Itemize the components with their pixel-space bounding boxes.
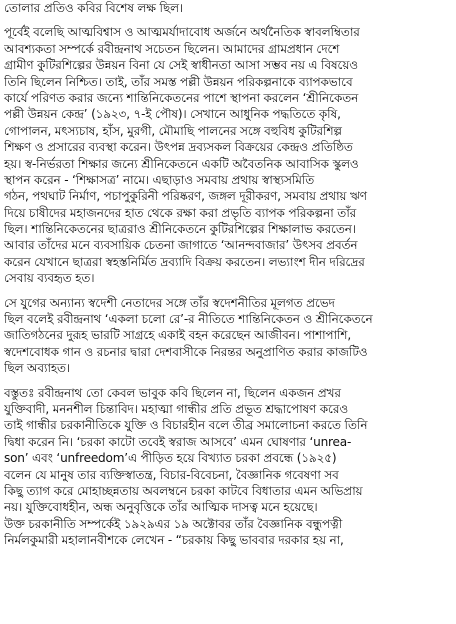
text-line: দিয়ে চাষীদের মহাজনদের হাত থেকে রক্ষা করা প্রভৃতি ব্যাপক পরিকল্পনা তাঁর [4,205,357,220]
text-line: তোলার প্রতিও কবির বিশেষ লক্ষ ছিল। [4,1,184,15]
text-line: ছিল বলেই রবীন্দ্রনাথ ‘একলা চলো রে’-র নীতিতে শান্তিনিকেতন ও শ্রীনিকেতনে [4,312,373,327]
paragraph-2 [4,24,452,286]
text-line: উক্ত চরকানীতি সম্পর্কেই ১৯২৯এর ১৯ অক্টোবর তাঁর বৈজ্ঞানিক বন্ধুপত্নী [4,516,343,531]
text-line: গঠন, পথঘাট নির্মাণ, পচাপুকুরিনী পরিষ্করণ, জঙ্গল দূরীকরণ, সমবায় প্রথায় ঋণ [4,189,367,204]
text-line: পল্লী উন্নয়ন কেন্দ্র’ (১৯২৩, ৭-ই পৌষ)। সেখানে আধুনিক পদ্ধতিতে কৃষি, [4,107,341,122]
text-line: করেন যেখানে ছাত্ররা স্বহস্তনির্মিত দ্রব্যাদি বিক্রয় করতেন। লভ্যাংশ দীন দরিদ্রের [4,254,365,269]
text-line: স্বদেশবোধক গান ও রচনার দ্বারা দেশবাসীকে নিরন্তর অনুপ্রাণিত করার কাজটিও [4,344,368,359]
text-line: কিছু ত্যাগ করে মোহাচ্ছন্নতায় অবলম্বনে চরকা কাটবে বিধাতার এমন অভিপ্রায় [4,483,363,498]
text-line: বলেন যে মানুষ তার ব্যক্তিস্বাতন্ত্র, বিচার-বিবেচনা, বৈজ্ঞানিক গবেষণা সব [4,467,339,482]
text-line: গ্রামীণ কুটিরশিল্পের উন্নয়ন বিনা যে সেই স্বাধীনতা আসা সম্ভব নয় এ বিষয়েও [4,58,358,73]
text-line: বস্তুতঃ রবীন্দ্রনাথ তো কেবল ভাবুক কবি ছিলেন না, ছিলেন একজন প্রখর [4,385,341,400]
text-line: তাই গান্ধীর চরকানীতিকে যুক্তি ও বিচারহীন বলে তীব্র সমালোচনা করতে তিনি [4,418,368,433]
text-line: নির্মলকুমারী মহালানবীশকে লেখেন - “চরকায় কিছু ভাববার দরকার হয় না, [4,533,344,548]
paragraph-1 [4,0,452,16]
text-line: গোপালন, মৎস্যচাষ, হাঁস, মুরগী, মৌমাছি পালনের সঙ্গে বহুবিধ কুটিরশিল্প [4,123,342,138]
text-line: স্থাপন করেন - ‘শিক্ষাসত্র’ নামে। এছাড়াও সমবায় প্রথায় স্বাস্থ্যসমিতি [4,172,315,187]
text-line: সে যুগের অন্যান্য স্বদেশী নেতাদের সঙ্গে তাঁর স্বদেশনীতির মূলগত প্রভেদ [4,295,335,310]
text-line: son’ এবং ‘unfreedom’এ পীড়িত হয়ে বিখ্যাত চরকা প্রবন্ধে (১৯২৫) [4,451,337,466]
text-line: আবার তাঁদের মনে ব্যবসায়িক চেতনা জাগাতে ‘আনন্দবাজার’ উৎসব প্রবর্তন [4,238,358,253]
text-line: আবশ্যকতা সম্পর্কে রবীন্দ্রনাথ সচেতন ছিলেন। আমাদের গ্রামপ্রধান দেশে [4,41,340,56]
text-line: যুক্তিবাদী, মননশীল চিন্তাবিদ। মহাত্মা গান্ধীর প্রতি প্রভূত শ্রদ্ধাপোষণ করেও [4,401,349,416]
text-line: নয়। যুক্তিবোধহীন, অন্ধ অনুবৃত্তিকে তাঁর আত্মিক দাসত্ব মনে হয়েছে। [4,500,318,515]
text-line: দ্বিধা করেন নি। ‘চরকা কাটো তবেই স্বরাজ আসবে’ এমন ঘোষণার ‘unrea- [4,434,352,449]
text-line: কার্যে পরিণত করার জন্যে শান্তিনিকেতনের পাশে স্থাপনা করলেন ‘শ্রীনিকেতন [4,90,359,105]
text-line: হয়। স্ব-নির্ভরতা শিক্ষার জন্যে শ্রীনিকেতনে একটি অবৈতনিক আবাসিক স্কুলও [4,156,359,171]
text-line: সেবায় ব্যবহৃত হত। [4,271,95,286]
paragraph-3 [4,295,452,377]
text-line: ছিল। শান্তিনিকেতনের ছাত্ররাও শ্রীনিকেতনে কুটিরশিল্পের শিক্ষালাভ করতেন। [4,222,356,237]
text-line: জাতিগঠনের দুরূহ ভারটি সাগ্রহে একাই বহন করেছেন আজীবন। পাশাপাশি, [4,328,351,343]
text-line: শিক্ষণ ও প্রসারের ব্যবস্থা করেন। উৎপন্ন দ্রব্যসকল বিক্রয়ের কেন্দ্রও প্রতিষ্ঠিত [4,140,353,155]
text-line: তিনি ছিলেন নিশ্চিত। তাই, তাঁর সমস্ত পল্লী উন্নয়ন পরিকল্পনাকে ব্যাপকভাবে [4,74,353,89]
paragraph-4 [4,385,452,549]
text-line: ছিল অব্যাহত। [4,361,71,376]
text-line: পূর্বেই বলেছি আত্মবিশ্বাস ও আত্মমর্যাদাবোধ অর্জনে অর্থনৈতিক স্বাবলম্বিতার [4,25,360,40]
